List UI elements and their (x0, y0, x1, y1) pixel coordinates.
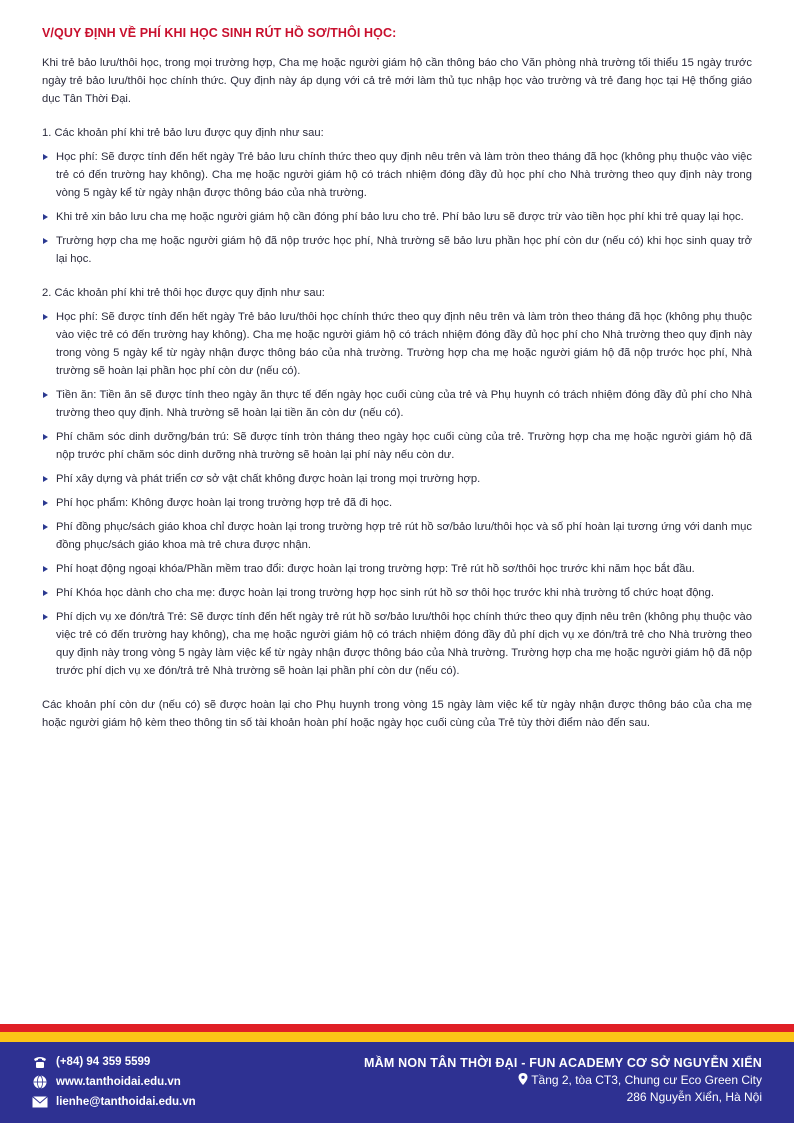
list-item: Trường hợp cha mẹ hoặc người giám hộ đã nộp trước học phí, Nhà trường sẽ bảo lưu phần học phí còn dư (nếu có) khi học sinh quay trở lại học. (42, 232, 752, 268)
phone-icon (32, 1055, 48, 1069)
bullet-arrow-icon (43, 614, 48, 620)
section2-title: 2. Các khoản phí khi trẻ thôi học được quy định như sau: (42, 287, 325, 299)
list-item: Học phí: Sẽ được tính đến hết ngày Trẻ bảo lưu/thôi học chính thức theo quy định nêu trên và làm tròn theo tháng đã học (không phụ thuộc vào việc trẻ có đến trường hay không). Cha mẹ hoặc người giám hộ có trách nhiệm đóng đầy đủ học phí cho Nhà trường theo quy định này trong vòng 5 ngày kể từ ngày nhận được thông báo của nhà trường. Trường hợp cha mẹ hoặc người giám hộ đã nộp trước học phí, Nhà trường sẽ hoàn lại phần học phí còn dư (nếu có). (42, 308, 752, 380)
list-item: Phí xây dựng và phát triển cơ sở vật chất không được hoàn lại trong mọi trường hợp. (42, 470, 752, 488)
footer-yellow-stripe (0, 1032, 794, 1042)
bullet-arrow-icon (43, 524, 48, 530)
list-item: Học phí: Sẽ được tính đến hết ngày Trẻ bảo lưu chính thức theo quy định nêu trên và làm tròn theo tháng đã học (không phụ thuộc vào việc trẻ có đến trường hay không). Cha mẹ hoặc người giám hộ có trách nhiệm đóng đầy đủ học phí cho Nhà trường theo quy định này trong vòng 5 ngày kể từ ngày nhận được thông báo của nhà trường. (42, 148, 752, 202)
section1-list (42, 148, 752, 268)
list-item: Phí học phẩm: Không được hoàn lại trong trường hợp trẻ đã đi học. (42, 494, 752, 512)
mail-icon (32, 1095, 48, 1109)
email-row (32, 1092, 196, 1112)
bullet-arrow-icon (43, 392, 48, 398)
address-line-2: 286 Nguyễn Xiển, Hà Nội (626, 1090, 762, 1104)
footer-red-stripe (0, 1024, 794, 1032)
globe-icon (32, 1075, 48, 1089)
bullet-arrow-icon (43, 214, 48, 220)
list-item: Phí Khóa học dành cho cha mẹ: được hoàn lại trong trường hợp học sinh rút hồ sơ thôi học trước khi nhà trường tổ chức hoạt động. (42, 584, 752, 602)
phone-number[interactable]: (+84) 94 359 5599 (56, 1056, 151, 1068)
list-item: Phí chăm sóc dinh dưỡng/bán trú: Sẽ được tính tròn tháng theo ngày học cuối cùng của trẻ. Trường hợp cha mẹ hoặc người giám hộ đã nộp trước phí chăm sóc dinh dưỡng nhà trường sẽ hoàn lại phí này nếu còn dư. (42, 428, 752, 464)
list-item: Phí hoạt động ngoại khóa/Phần mềm trao đổi: được hoàn lại trong trường hợp: Trẻ rút hồ sơ/thôi học trước khi năm học bắt đầu. (42, 560, 752, 578)
school-info (364, 1054, 762, 1106)
page-footer (0, 1042, 794, 1123)
location-pin-icon (518, 1073, 528, 1085)
address-line-1: Tầng 2, tòa CT3, Chung cư Eco Green City (364, 1072, 762, 1089)
document-body (42, 26, 752, 732)
section1-title: 1. Các khoản phí khi trẻ bảo lưu được quy định như sau: (42, 127, 324, 139)
bullet-arrow-icon (43, 238, 48, 244)
bullet-arrow-icon (43, 590, 48, 596)
contact-info (32, 1052, 196, 1112)
bullet-arrow-icon (43, 476, 48, 482)
email-link[interactable]: lienhe@tanthoidai.edu.vn (56, 1096, 196, 1108)
bullet-arrow-icon (43, 434, 48, 440)
section2-list (42, 308, 752, 680)
website-link[interactable]: www.tanthoidai.edu.vn (56, 1076, 181, 1088)
list-item: Phí đồng phục/sách giáo khoa chỉ được hoàn lại trong trường hợp trẻ rút hồ sơ/bảo lưu/thôi học và số phí hoàn lại tương ứng với danh mục đồng phục/sách giáo khoa mà trẻ chưa được nhận. (42, 518, 752, 554)
closing-paragraph: Các khoản phí còn dư (nếu có) sẽ được hoàn lại cho Phụ huynh trong vòng 15 ngày làm việc kể từ ngày nhận được thông báo của cha mẹ hoặc người giám hộ kèm theo thông tin số tài khoản hoàn phí hoặc ngày học cuối cùng của Trẻ tùy thời điểm nào đến sau. (42, 699, 752, 729)
section-heading: V/QUY ĐỊNH VỀ PHÍ KHI HỌC SINH RÚT HỒ SƠ/THÔI HỌC: (42, 26, 397, 40)
list-item: Khi trẻ xin bảo lưu cha mẹ hoặc người giám hộ cần đóng phí bảo lưu cho trẻ. Phí bảo lưu sẽ được trừ vào tiền học phí khi trẻ quay lại học. (42, 208, 752, 226)
school-name: MẦM NON TÂN THỜI ĐẠI - FUN ACADEMY CƠ SỞ NGUYỄN XIỂN (364, 1056, 762, 1070)
list-item: Tiền ăn: Tiền ăn sẽ được tính theo ngày ăn thực tế đến ngày học cuối cùng của trẻ và Phụ huynh có trách nhiệm đóng đầy đủ phí cho Nhà trường theo quy định. Nhà trường sẽ hoàn lại tiền ăn còn dư (nếu có). (42, 386, 752, 422)
website-row (32, 1072, 196, 1092)
phone-row (32, 1052, 196, 1072)
list-item: Phí dịch vụ xe đón/trả Trẻ: Sẽ được tính đến hết ngày trẻ rút hồ sơ/bảo lưu/thôi học chính thức theo quy định nêu trên (không phụ thuộc vào việc trẻ có đến trường hay không), cha mẹ hoặc người giám hộ có trách nhiệm đóng đầy đủ phí dịch vụ xe đón/trả trẻ cho Nhà trường theo quy định này trong vòng 5 ngày làm việc kể từ ngày nhận được thông báo của Nhà trường. Trường hợp cha mẹ hoặc người giám hộ đã nộp trước phí dịch vụ xe đón/trả trẻ Nhà trường sẽ hoàn lại phần phí còn dư (nếu có). (42, 608, 752, 680)
bullet-arrow-icon (43, 314, 48, 320)
bullet-arrow-icon (43, 154, 48, 160)
bullet-arrow-icon (43, 566, 48, 572)
intro-paragraph: Khi trẻ bảo lưu/thôi học, trong mọi trường hợp, Cha mẹ hoặc người giám hộ cần thông báo cho Văn phòng nhà trường tối thiểu 15 ngày trước ngày trẻ bảo lưu/thôi học chính thức. Quy định này áp dụng với cả trẻ mới làm thủ tục nhập học vào trường và trẻ đang học tại Hệ thống giáo dục Tân Thời Đại. (42, 57, 752, 105)
bullet-arrow-icon (43, 500, 48, 506)
